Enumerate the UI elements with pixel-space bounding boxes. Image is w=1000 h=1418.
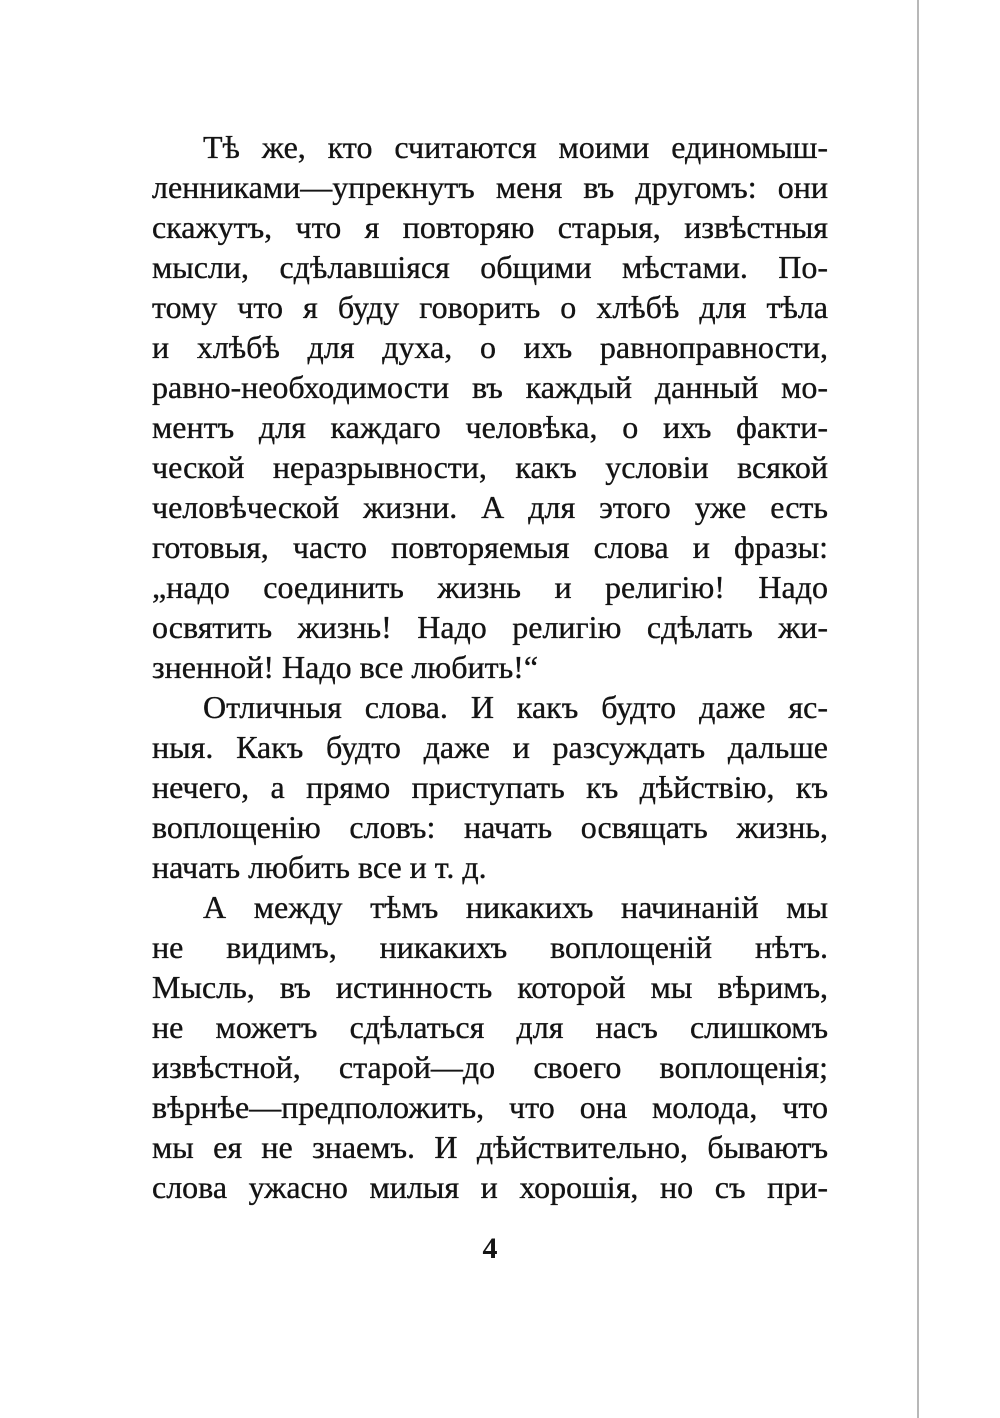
text-line: мы ея не знаемъ. И дѣйствительно, бываютъ xyxy=(152,1129,828,1165)
text-line: и хлѣбѣ для духа, о ихъ равноправности, xyxy=(152,329,828,365)
text-line: Тѣ же, кто считаются моими единомыш- xyxy=(203,129,828,165)
text-line: тому что я буду говорить о хлѣбѣ для тѣла xyxy=(152,289,828,325)
text-line: мысли, сдѣлавшіяся общими мѣстами. По- xyxy=(152,249,828,285)
text-line: нечего, а прямо приступать къ дѣйствію, къ xyxy=(152,769,828,805)
text-line: вѣрнѣе—предположить, что она молода, что xyxy=(152,1089,828,1125)
text-line: Отличныя слова. И какъ будто даже яс- xyxy=(203,689,828,725)
text-line: освятить жизнь! Надо религію сдѣлать жи- xyxy=(152,609,828,645)
text-line: „надо соединить жизнь и религію! Надо xyxy=(152,569,828,605)
text-line: ленниками—упрекнутъ меня въ другомъ: они xyxy=(152,169,828,205)
text-line: Мысль, въ истинность которой мы вѣримъ, xyxy=(152,969,828,1005)
page-edge-line xyxy=(917,0,919,1418)
text-line: человѣческой жизни. А для этого уже есть xyxy=(152,489,828,525)
text-line: не видимъ, никакихъ воплощеній нѣтъ. xyxy=(152,929,828,965)
page-number: 4 xyxy=(482,1232,498,1265)
text-line: начать любить все и т. д. xyxy=(152,849,487,885)
text-line: зненной! Надо все любить!“ xyxy=(152,649,539,685)
text-line: не можетъ сдѣлаться для насъ слишкомъ xyxy=(152,1009,828,1045)
text-line: ческой неразрывности, какъ условіи всякой xyxy=(152,449,828,485)
text-line: ныя. Какъ будто даже и разсуждать дальше xyxy=(152,729,828,765)
text-line: готовыя, часто повторяемыя слова и фразы: xyxy=(152,529,828,565)
text-line: ментъ для каждаго человѣка, о ихъ факти- xyxy=(152,409,828,445)
text-line: А между тѣмъ никакихъ начинаній мы xyxy=(203,889,828,925)
text-line: воплощенію словъ: начать освящать жизнь, xyxy=(152,809,828,845)
text-line: равно-необходимости въ каждый данный мо- xyxy=(152,369,828,405)
text-line: извѣстной, старой—до своего воплощенія; xyxy=(152,1049,828,1085)
text-line: слова ужасно милыя и хорошія, но съ при- xyxy=(152,1169,828,1205)
text-line: скажутъ, что я повторяю старыя, извѣстныя xyxy=(152,209,828,245)
